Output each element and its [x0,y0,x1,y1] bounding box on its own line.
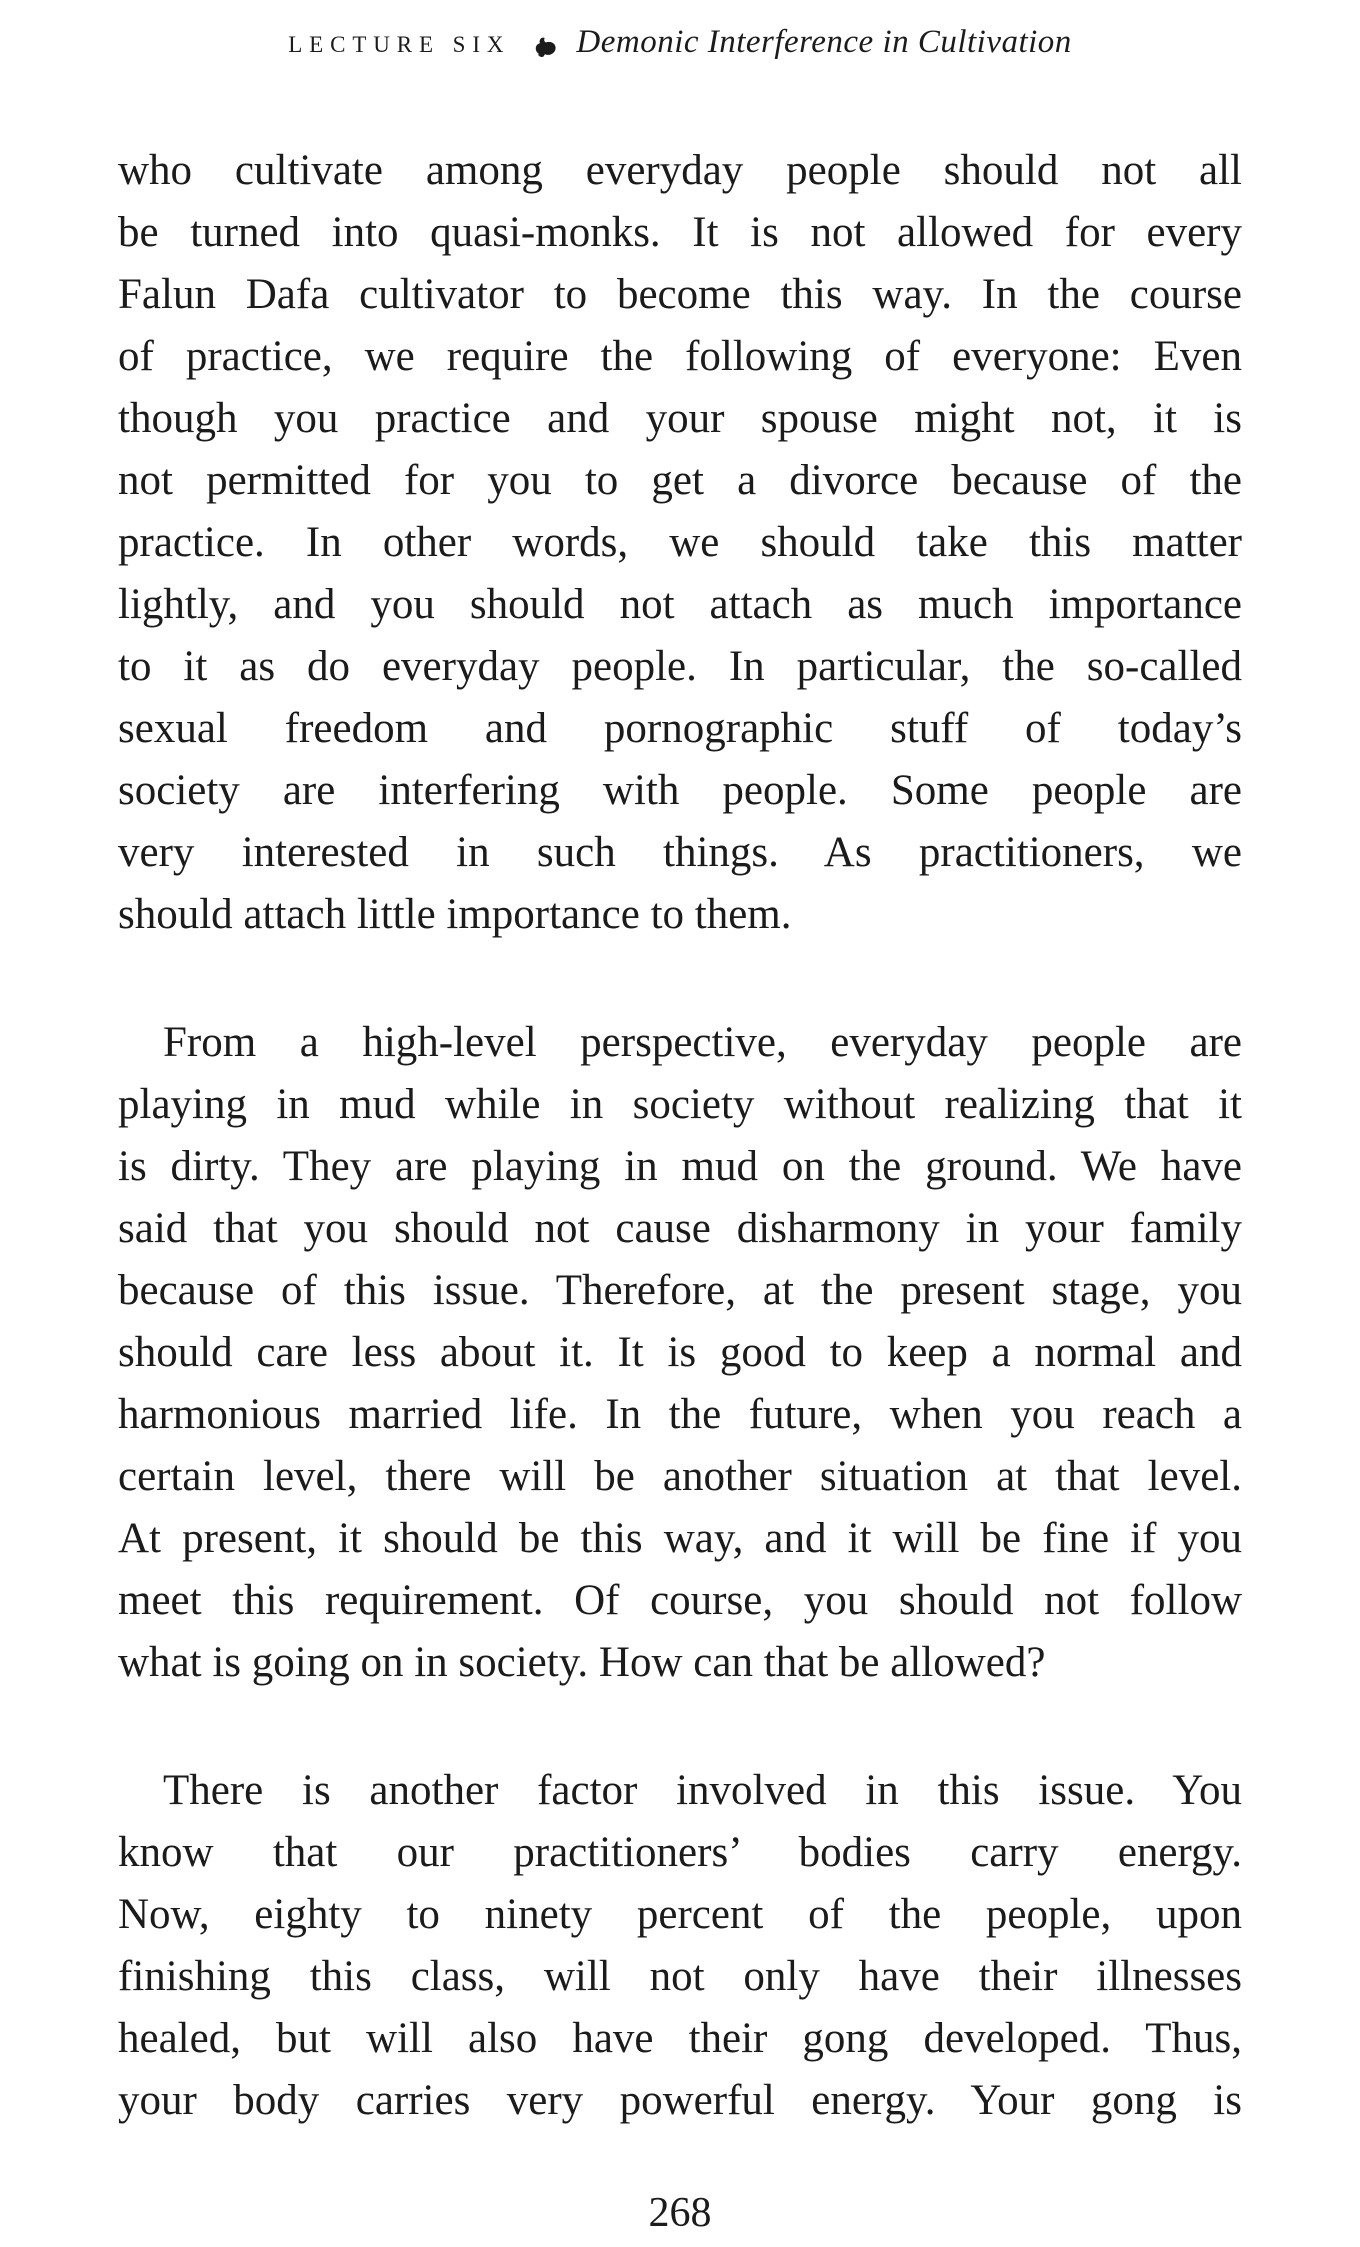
text-line: to it as do everyday people. In particular, the so-called [118,643,1242,690]
text-line: sexual freedom and pornographic stuff of today’s [118,705,1242,752]
chapter-title: Demonic Interference in Cultivation [576,24,1072,60]
text-line: though you practice and your spouse might not, it is [118,395,1242,442]
text-line: your body carries very powerful energy. Your gong is [118,2077,1242,2124]
text-line: practice. In other words, we should take this matter [118,519,1242,566]
body-text [118,140,1242,2132]
text-line: There is another factor involved in this issue. You [163,1767,1242,1814]
text-line: who cultivate among everyday people should not all [118,147,1242,194]
page-footer [0,2192,1360,2234]
text-line: very interested in such things. As practitioners, we [118,829,1242,876]
text-line: said that you should not cause disharmony in your family [118,1205,1242,1252]
paragraph [118,1012,1242,1694]
text-line: what is going on in society. How can that be allowed? [118,1639,1046,1686]
paragraph [118,1760,1242,2132]
text-line: of practice, we require the following of everyone: Even [118,333,1242,380]
text-line: Now, eighty to ninety percent of the people, upon [118,1891,1242,1938]
text-line: know that our practitioners’ bodies carry energy. [118,1829,1242,1876]
text-line: finishing this class, will not only have their illnesses [118,1953,1242,2000]
text-line: should care less about it. It is good to keep a normal and [118,1329,1242,1376]
text-line: harmonious married life. In the future, when you reach a [118,1391,1242,1438]
text-line: From a high-level perspective, everyday people are [163,1019,1242,1066]
text-line: should attach little importance to them. [118,891,792,938]
text-line: be turned into quasi-monks. It is not allowed for every [118,209,1242,256]
text-line: playing in mud while in society without realizing that it [118,1081,1242,1128]
paragraph [118,140,1242,946]
text-line: lightly, and you should not attach as much importance [118,581,1242,628]
text-line: because of this issue. Therefore, at the present stage, you [118,1267,1242,1314]
text-line: is dirty. They are playing in mud on the ground. We have [118,1143,1242,1190]
text-line: healed, but will also have their gong developed. Thus, [118,2015,1242,2062]
leaf-fleuron-icon [532,35,560,66]
text-line: certain level, there will be another situation at that level. [118,1453,1242,1500]
page-number: 268 [648,2190,712,2236]
text-line: society are interfering with people. Some people are [118,767,1242,814]
text-line: At present, it should be this way, and it will be fine if you [118,1515,1242,1562]
lecture-label: LECTURE SIX [288,32,511,57]
text-line: meet this requirement. Of course, you should not follow [118,1577,1242,1624]
text-line: Falun Dafa cultivator to become this way. In the course [118,271,1242,318]
running-header [0,0,1360,70]
text-line: not permitted for you to get a divorce because of the [118,457,1242,504]
